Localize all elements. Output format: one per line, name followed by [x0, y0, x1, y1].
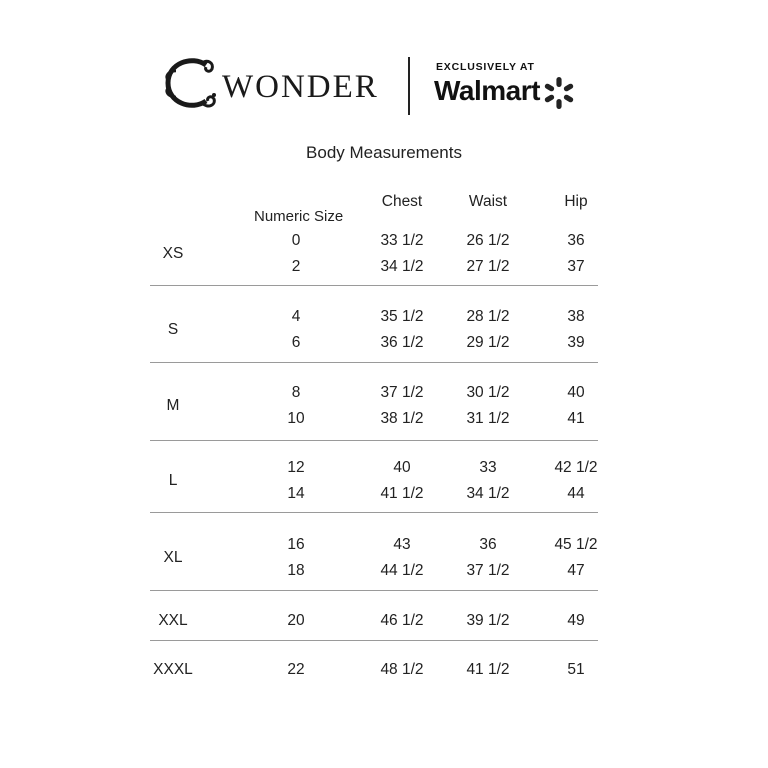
hip-cell: 36: [567, 232, 585, 249]
walmart-spark-icon: [542, 76, 576, 110]
column-header-chest: Chest: [381, 193, 423, 210]
hip-cell: 40: [567, 384, 585, 401]
waist-cell: 27 1/2: [466, 257, 510, 275]
column-header-waist: Waist: [468, 193, 508, 210]
numeric-size-cell: 16: [287, 536, 305, 553]
logo-divider: [408, 57, 410, 115]
row-divider: [150, 285, 598, 286]
waist-cell: 39 1/2: [466, 612, 510, 629]
waist-cell: 29 1/2: [466, 333, 510, 351]
waist-cell: 30 1/2: [466, 384, 510, 401]
chest-cell: 36 1/2: [380, 333, 424, 351]
waist-cell: 36: [479, 536, 497, 553]
exclusively-at-label: EXCLUSIVELY AT: [436, 61, 535, 73]
numeric-size-cell: 0: [291, 232, 301, 249]
hip-cell: 39: [567, 333, 585, 351]
chest-cell: 46 1/2: [380, 612, 424, 629]
hip-cell: 37: [567, 257, 585, 275]
waist-cell: 33: [479, 459, 497, 476]
numeric-size-cell: 20: [287, 612, 305, 629]
size-label: XL: [163, 548, 183, 566]
brand-header: [160, 55, 590, 125]
numeric-size-cell: 6: [291, 333, 301, 351]
row-divider: [150, 512, 598, 513]
waist-cell: 26 1/2: [466, 232, 510, 249]
chest-cell: 41 1/2: [380, 484, 424, 502]
hip-cell: 38: [567, 308, 585, 325]
chest-cell: 33 1/2: [380, 232, 424, 249]
wonder-logo-mark-icon: [162, 57, 220, 111]
size-label: XXL: [158, 612, 188, 629]
chest-cell: 37 1/2: [380, 384, 424, 401]
page-title: Body Measurements: [306, 143, 462, 162]
row-divider: [150, 362, 598, 363]
chest-cell: 43: [393, 536, 411, 553]
waist-cell: 41 1/2: [466, 661, 510, 678]
chest-cell: 35 1/2: [380, 308, 424, 325]
hip-cell: 47: [567, 561, 585, 579]
column-header-numeric-size: Numeric Size: [254, 208, 344, 225]
hip-cell: 45 1/2: [554, 536, 598, 553]
hip-cell: 41: [567, 409, 585, 427]
hip-cell: 44: [567, 484, 585, 502]
column-header-hip: Hip: [564, 193, 588, 210]
row-divider: [150, 590, 598, 591]
chest-cell: 48 1/2: [380, 661, 424, 678]
hip-cell: 49: [567, 612, 585, 629]
numeric-size-cell: 4: [291, 308, 301, 325]
waist-cell: 31 1/2: [466, 409, 510, 427]
chest-cell: 40: [393, 459, 411, 476]
size-label: M: [166, 396, 180, 414]
numeric-size-cell: 8: [291, 384, 301, 401]
waist-cell: 28 1/2: [466, 308, 510, 325]
waist-cell: 34 1/2: [466, 484, 510, 502]
row-divider: [150, 440, 598, 441]
size-label: S: [167, 320, 179, 338]
numeric-size-cell: 2: [291, 257, 301, 275]
size-label: XS: [162, 244, 184, 262]
numeric-size-cell: 22: [287, 661, 305, 678]
walmart-logo-text: Walmart: [434, 75, 540, 106]
hip-cell: 42 1/2: [554, 459, 598, 476]
chest-cell: 44 1/2: [380, 561, 424, 579]
numeric-size-cell: 12: [287, 459, 305, 476]
row-divider: [150, 640, 598, 641]
size-label: XXXL: [153, 661, 193, 678]
brand-logo-text: WONDER: [222, 69, 379, 105]
waist-cell: 37 1/2: [466, 561, 510, 579]
size-label: L: [168, 471, 178, 489]
chest-cell: 38 1/2: [380, 409, 424, 427]
numeric-size-cell: 14: [287, 484, 305, 502]
numeric-size-cell: 18: [287, 561, 305, 579]
chest-cell: 34 1/2: [380, 257, 424, 275]
hip-cell: 51: [567, 661, 585, 678]
numeric-size-cell: 10: [287, 409, 305, 427]
